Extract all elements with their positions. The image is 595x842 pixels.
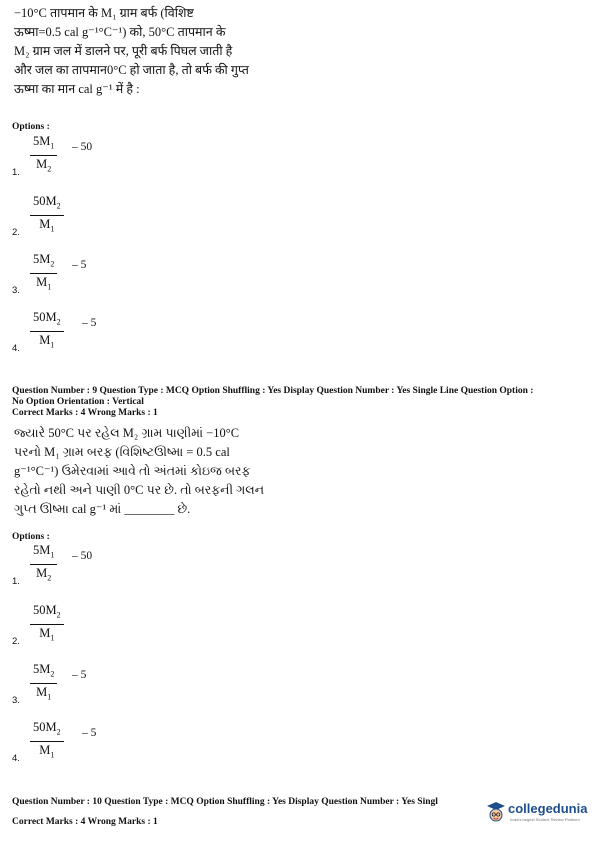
denominator: M [39,742,51,757]
numerator: 50M [33,194,57,208]
question-meta-line: No Option Orientation : Vertical [12,397,144,407]
logo-wordmark: collegedunia [508,801,588,816]
option-number: 1. [12,576,20,587]
question-meta-line: Question Number : 10 Question Type : MCQ Option Shuffling : Yes Display Question Number : Yes Singl [12,797,438,807]
question-line: ऊष्मा का मान cal g⁻¹ में है : [14,82,140,96]
denominator: M [36,156,48,171]
numerator: 5M [33,543,51,557]
numerator: 5M [33,252,51,266]
denominator: M [39,216,51,231]
denominator-sub: 1 [50,340,55,349]
numerator: 5M [33,662,51,676]
option-number: 2. [12,636,20,647]
collegedunia-logo [486,799,586,829]
option-1 [12,543,212,587]
question-line: જ્યારે 50°C પર રહેલ M₂ ગ્રામ પાણીમાં −10°C [14,426,240,440]
question-line: ગુપ્ત ઊષ્મા cal g⁻¹ માં ________ છે. [14,502,191,516]
option-number: 3. [12,695,20,706]
options-label: Options : [12,122,50,132]
denominator: M [36,274,48,289]
question-line: g⁻¹°C⁻¹) ઉમેરવામાં આવે તો અંતમાં કોઇજ બરફ [14,464,251,478]
numerator-sub: 1 [50,550,55,560]
option-number: 1. [12,167,20,178]
numerator-sub: 2 [56,317,61,327]
question-line: પરનો M₁ ગ્રામ બરફ (વિશિષ્ટઊષ્મા = 0.5 cal [14,445,230,459]
question-line: M₂ ग्राम जल में डालने पर, पूरी बर्फ पिघल जाती है [14,44,233,58]
numerator-sub: 2 [56,201,61,211]
denominator-sub: 2 [47,164,52,173]
numerator-sub: 1 [50,141,55,151]
denominator-sub: 1 [50,633,55,642]
question-10-header [12,797,438,828]
numerator: 50M [33,603,57,617]
numerator-sub: 2 [56,610,61,620]
numerator: 50M [33,720,57,734]
denominator-sub: 1 [50,224,55,233]
option-1 [12,134,212,178]
question-9-text [14,424,274,519]
fraction [30,194,64,236]
numerator-sub: 2 [50,669,55,679]
fraction [30,134,57,176]
denominator-sub: 1 [47,692,52,701]
option-number: 2. [12,227,20,238]
option-tail: – 50 [72,550,93,562]
question-line: −10°C तापमान के M₁ ग्राम बर्फ (विशिष्ट [14,6,194,20]
option-2 [12,194,212,238]
fraction [30,720,64,762]
option-4 [12,720,212,764]
numerator: 50M [33,310,57,324]
option-tail: – 5 [72,669,87,681]
fraction [30,310,64,352]
question-9-header [12,386,533,419]
numerator-sub: 2 [50,259,55,269]
graduate-mascot-icon [486,801,506,825]
denominator: M [36,684,48,699]
fraction [30,543,57,585]
option-number: 4. [12,753,20,764]
denominator-sub: 2 [47,573,52,582]
denominator: M [39,332,51,347]
option-4 [12,310,212,354]
option-2 [12,603,212,647]
fraction [30,662,57,704]
options-label: Options : [12,532,50,542]
question-meta-line: Question Number : 9 Question Type : MCQ Option Shuffling : Yes Display Question Number : Yes Single Line Question Option : [12,386,534,396]
option-tail: – 5 [72,259,87,271]
option-number: 3. [12,285,20,296]
question-line: और जल का तापमान0°C हो जाता है, तो बर्फ की गुप्त [14,63,249,77]
option-tail: – 5 [82,727,97,739]
question-line: રહેતો નથી અને પાણી 0°C પર છે. તો બરફની ગલન [14,483,265,497]
fraction [30,252,57,294]
denominator: M [36,565,48,580]
option-tail: – 50 [72,141,93,153]
option-number: 4. [12,343,20,354]
marks-line: Correct Marks : 4 Wrong Marks : 1 [12,408,158,418]
fraction [30,603,64,645]
marks-line: Correct Marks : 4 Wrong Marks : 1 [12,817,158,827]
option-3 [12,252,212,296]
denominator-sub: 1 [47,282,52,291]
option-tail: – 5 [82,317,97,329]
denominator-sub: 1 [50,750,55,759]
numerator: 5M [33,134,51,148]
denominator: M [39,625,51,640]
question-line: ऊष्मा=0.5 cal g⁻¹°C⁻¹) को, 50°C तापमान के [14,25,226,39]
numerator-sub: 2 [56,727,61,737]
option-3 [12,662,212,706]
question-8-text [14,4,264,99]
logo-tagline: India's largest Student Review Platform [510,817,580,822]
